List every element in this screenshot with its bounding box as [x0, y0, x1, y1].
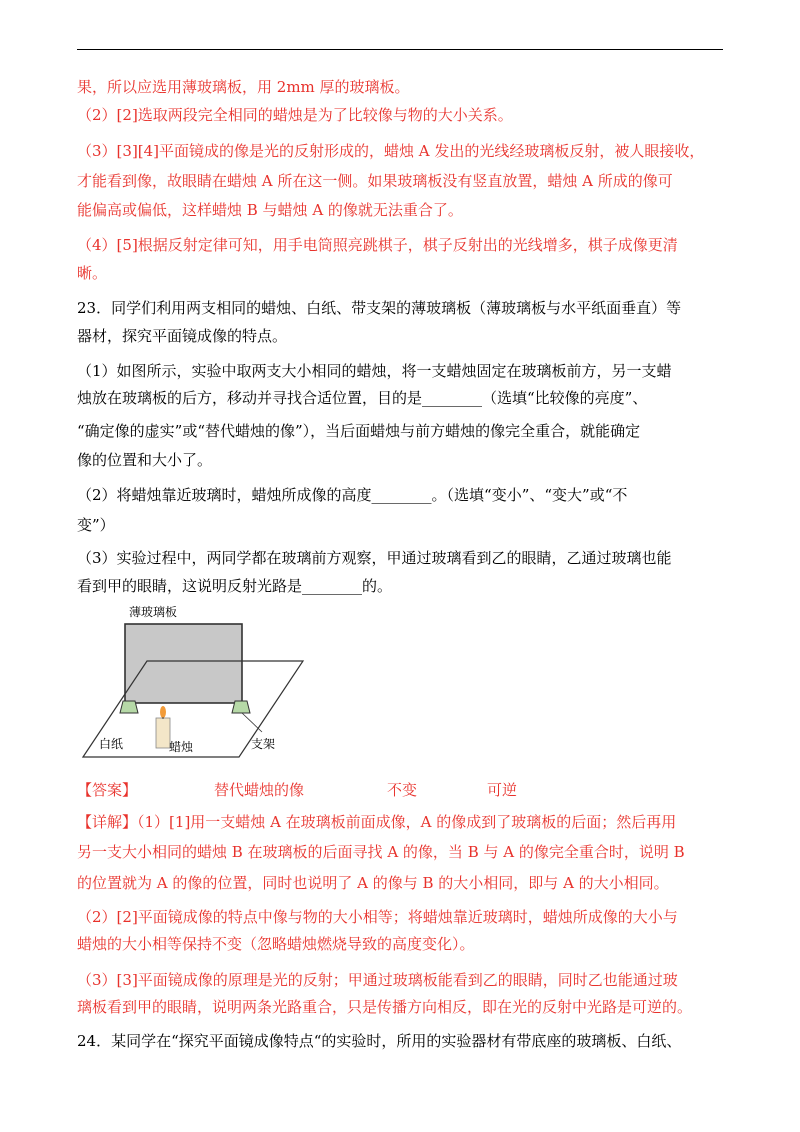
stand-leader-line — [242, 713, 262, 732]
label-glass-plate: 薄玻璃板 — [129, 605, 178, 619]
explanation-line: （2）[2]选取两段完全相同的蜡烛是为了比较像与物的大小关系。 — [77, 106, 513, 124]
explanation-line: 晰。 — [77, 264, 108, 282]
detail-line: 另一支大小相同的蜡烛 B 在玻璃板的后面寻找 A 的像，当 B 与 A 的像完全重合时，说明 B — [77, 843, 685, 861]
question-23-text: 23．同学们利用两支相同的蜡烛、白纸、带支架的薄玻璃板（薄玻璃板与水平纸面垂直）等 — [77, 299, 682, 317]
question-23-part2: 变”） — [77, 516, 115, 534]
answer-3: 可逆 — [487, 781, 518, 799]
explanation-line: （3）[3][4]平面镜成的像是光的反射形成的，蜡烛 A 发出的光线经玻璃板反射，被人眼接收， — [77, 142, 705, 160]
question-23-text: 器材，探究平面镜成像的特点。 — [77, 327, 288, 345]
label-stand: 支架 — [251, 737, 276, 751]
question-23-part1: “确定像的虚实”或“替代蜡烛的像”），当后面蜡烛与前方蜡烛的像完全重合，就能确定 — [77, 422, 641, 440]
experiment-diagram — [77, 600, 307, 765]
detail-line: （3）[3]平面镜成像的原理是光的反射；甲通过玻璃板能看到乙的眼睛，同时乙也能通过玻 — [77, 971, 678, 989]
question-23-part1: 像的位置和大小了。 — [77, 451, 213, 469]
question-23-part1: （1）如图所示，实验中取两支大小相同的蜡烛，将一支蜡烛固定在玻璃板前方，另一支蜡 — [77, 362, 672, 380]
explanation-line: 能偏高或偏低，这样蜡烛 B 与蜡烛 A 的像就无法重合了。 — [77, 201, 463, 219]
candle — [156, 718, 170, 748]
header-rule — [77, 49, 723, 50]
detail-first-line — [77, 811, 676, 833]
detail-line: 璃板看到甲的眼睛，说明两条光路重合，只是传播方向相反，即在光的反射中光路是可逆的。 — [77, 998, 693, 1016]
explanation-line: 果，所以应选用薄玻璃板，用 2mm 厚的玻璃板。 — [77, 78, 410, 96]
answer-tag: 【答案】 — [77, 781, 138, 799]
question-23-part3: （3）实验过程中，两同学都在玻璃前方观察，甲通过玻璃看到乙的眼睛，乙通过玻璃也能 — [77, 549, 672, 567]
answer-2: 不变 — [387, 781, 418, 799]
glass-plate — [125, 624, 242, 703]
stand-left — [120, 701, 138, 713]
question-24-text: 24．某同学在“探究平面镜成像特点“的实验时，所用的实验器材有带底座的玻璃板、白纸、 — [77, 1032, 682, 1050]
question-23-part2: （2）将蜡烛靠近玻璃时，蜡烛所成像的高度________。（选填“变小”、“变大”或“不 — [77, 486, 628, 504]
answer-1: 替代蜡烛的像 — [214, 781, 305, 799]
detail-tag: 【详解】 — [77, 813, 138, 831]
label-white-paper: 白纸 — [99, 737, 124, 751]
explanation-line: 才能看到像，故眼睛在蜡烛 A 所在这一侧。如果玻璃板没有竖直放置，蜡烛 A 所成的像可 — [77, 172, 673, 190]
candle-flame — [160, 706, 166, 718]
label-candle: 蜡烛 — [169, 740, 194, 754]
detail-line: （2）[2]平面镜成像的特点中像与物的大小相等；将蜡烛靠近玻璃时，蜡烛所成像的大小与 — [77, 908, 678, 926]
detail-line: 的位置就为 A 的像的位置，同时也说明了 A 的像与 B 的大小相同，即与 A 的大小相同。 — [77, 874, 669, 892]
explanation-line: （4）[5]根据反射定律可知，用手电筒照亮跳棋子，棋子反射出的光线增多，棋子成像更清 — [77, 236, 678, 254]
question-23-part1: 烛放在玻璃板的后方，移动并寻找合适位置，目的是________（选填“比较像的亮度”、 — [77, 389, 648, 407]
detail-line: 蜡烛的大小相等保持不变（忽略蜡烛燃烧导致的高度变化）。 — [77, 935, 475, 953]
stand-right — [232, 701, 250, 713]
experiment-figure — [77, 600, 307, 765]
detail-text: （1）[1]用一支蜡烛 A 在玻璃板前面成像，A 的像成到了玻璃板的后面；然后再用 — [137, 813, 677, 831]
question-23-part3: 看到甲的眼睛，这说明反射光路是________的。 — [77, 577, 393, 595]
